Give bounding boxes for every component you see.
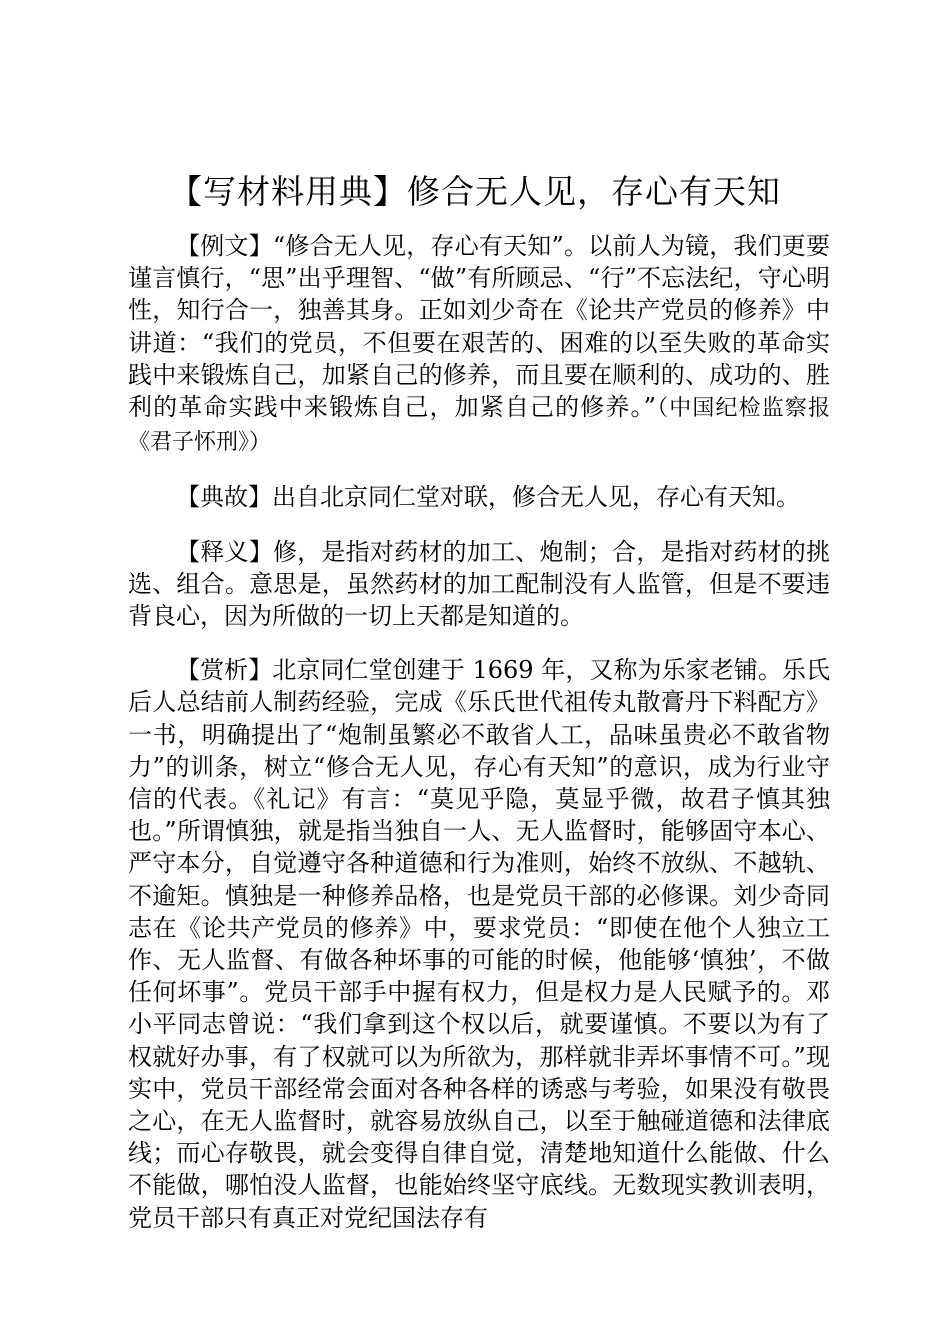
- paragraph-tag: 【释义】: [176, 537, 273, 566]
- paragraph-appreciation: [128, 654, 830, 1234]
- document-title: 【写材料用典】修合无人见，存心有天知: [169, 172, 781, 211]
- paragraph-text: 北京同仁堂创建于 1669 年，又称为乐家老铺。乐氏后人总结前人制药经验，完成《乐氏世代祖传丸散膏丹下料配方》一书，明确提出了“炮制虽繁必不敢省人工，品味虽贵必不敢省物力”的训条，树立“修合无人见，存心有天知”的意识，成为行业守信的代表。《礼记》有言：“莫见乎隐，莫显乎微，故君子慎其独也。”所谓慎独，就是指当独自一人、无人监督时，能够固守本心、严守本分，自觉遵守各种道德和行为准则，始终不放纵、不越轨、不逾矩。慎独是一种修养品格，也是党员干部的必修课。刘少奇同志在《论共产党员的修养》中，要求党员：“即使在他个人独立工作、无人监督、有做各种坏事的可能的时候，他能够‘慎独’，不做任何坏事”。党员干部手中握有权力，但是权力是人民赋予的。邓小平同志曾说：“我们拿到这个权以后，就要谨慎。不要以为有了权就好办事，有了权就可以为所欲为，那样就非弄坏事情不可。”现实中，党员干部经常会面对各种各样的诱惑与考验，如果没有敬畏之心，在无人监督时，就容易放纵自己，以至于触碰道德和法律底线；而心存敬畏，就会变得自律自觉，清楚地知道什么能做、什么不能做，哪怕没人监督，也能始终坚守底线。无数现实教训表明，党员干部只有真正对党纪国法存有: [128, 656, 830, 1232]
- paragraph-tag: 【典故】: [176, 483, 272, 512]
- document-body: [128, 230, 830, 1256]
- paragraph-text: 出自北京同仁堂对联，修合无人见，存心有天知。: [272, 483, 800, 512]
- paragraph-explanation: [128, 536, 830, 633]
- paragraph-text: “修合无人见，存心有天知”。以前人为镜，我们更要谨言慎行，“思”出乎理智、“做”有所顾忌、“行”不忘法纪，守心明性，知行合一，独善其身。正如刘少奇在《论共产党员的修养》中讲道：“我们的党员，不但要在艰苦的、困难的以至失败的革命实践中来锻炼自己，加紧自己的修养，而且要在顺利的、成功的、胜利的革命实践中来锻炼自己，加紧自己的修养。”: [128, 232, 830, 422]
- paragraph-tag: 【赏析】: [176, 656, 273, 685]
- source-citation: （中国纪检监察报《君子怀刑》）: [128, 396, 830, 456]
- paragraph-allusion: [128, 481, 830, 513]
- paragraph-example: [128, 230, 830, 459]
- paragraph-tag: 【例文】: [176, 232, 273, 260]
- paragraph-text: 修，是指对药材的加工、炮制；合，是指对药材的挑选、组合。意思是，虽然药材的加工配制没有人监管，但是不要违背良心，因为所做的一切上天都是知道的。: [128, 537, 831, 631]
